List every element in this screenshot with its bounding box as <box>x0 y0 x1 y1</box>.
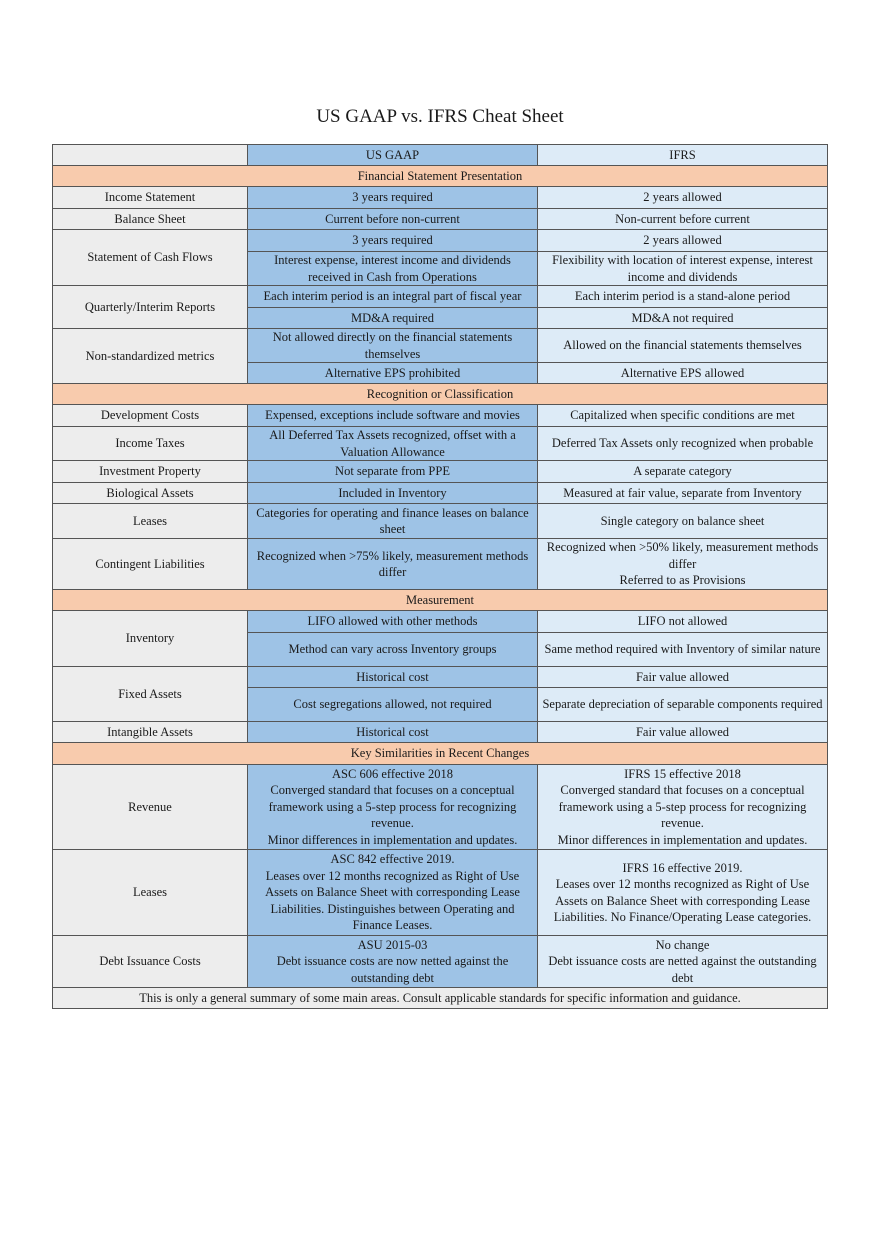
row-label-contingent-liabilities: Contingent Liabilities <box>53 539 248 590</box>
row-label-income-taxes: Income Taxes <box>53 427 248 461</box>
comparison-table <box>52 144 828 1009</box>
gaap-cell: Interest expense, interest income and dividends received in Cash from Operations <box>248 252 538 286</box>
ifrs-cell: Flexibility with location of interest expense, interest income and dividends <box>538 252 828 286</box>
ifrs-cell: Same method required with Inventory of similar nature <box>538 633 828 667</box>
row-label-fixed-assets: Fixed Assets <box>53 667 248 722</box>
row-label-leases: Leases <box>53 504 248 539</box>
gaap-cell: Historical cost <box>248 722 538 743</box>
row-label-debt-issuance-costs: Debt Issuance Costs <box>53 936 248 988</box>
ifrs-cell: Separate depreciation of separable components required <box>538 688 828 722</box>
gaap-cell: Each interim period is an integral part of fiscal year <box>248 286 538 308</box>
footer-disclaimer: This is only a general summary of some main areas. Consult applicable standards for specific information and guidance. <box>53 988 828 1009</box>
ifrs-cell: Measured at fair value, separate from Inventory <box>538 483 828 504</box>
table-row <box>53 461 828 483</box>
row-label-development-costs: Development Costs <box>53 405 248 427</box>
table-row <box>53 483 828 504</box>
gaap-cell: Included in Inventory <box>248 483 538 504</box>
table-row <box>53 539 828 590</box>
row-label-non-standardized-metrics: Non-standardized metrics <box>53 329 248 384</box>
gaap-cell: Not allowed directly on the financial statements themselves <box>248 329 538 363</box>
gaap-cell: 3 years required <box>248 187 538 209</box>
ifrs-cell <box>538 936 828 988</box>
table-row <box>53 230 828 252</box>
table-row <box>53 329 828 363</box>
row-label-revenue: Revenue <box>53 765 248 850</box>
table-row <box>53 936 828 988</box>
section-measurement: Measurement <box>53 590 828 611</box>
gaap-cell-line: Leases over 12 months recognized as Right of Use Assets on Balance Sheet with corresponding Lease Liabilities. Distinguishes between Operating and Finance Leases. <box>265 868 520 933</box>
table-row <box>53 405 828 427</box>
gaap-cell: Categories for operating and finance leases on balance sheet <box>248 504 538 539</box>
table-row <box>53 850 828 936</box>
ifrs-cell <box>538 539 828 590</box>
header-ifrs: IFRS <box>538 145 828 166</box>
table-row <box>53 286 828 308</box>
ifrs-cell: A separate category <box>538 461 828 483</box>
ifrs-cell-line: Referred to as Provisions <box>619 573 746 588</box>
table-row <box>53 667 828 688</box>
gaap-cell <box>248 850 538 936</box>
section-row <box>53 590 828 611</box>
table-row <box>53 209 828 230</box>
table-row <box>53 765 828 850</box>
ifrs-cell: Each interim period is a stand-alone period <box>538 286 828 308</box>
gaap-cell <box>248 765 538 850</box>
gaap-cell: Recognized when >75% likely, measurement methods differ <box>248 539 538 590</box>
ifrs-cell-line: IFRS 15 effective 2018 <box>624 766 741 781</box>
ifrs-cell: Allowed on the financial statements themselves <box>538 329 828 363</box>
table-row <box>53 427 828 461</box>
section-row <box>53 743 828 765</box>
row-label-investment-property: Investment Property <box>53 461 248 483</box>
ifrs-cell: Non-current before current <box>538 209 828 230</box>
gaap-cell: 3 years required <box>248 230 538 252</box>
ifrs-cell <box>538 765 828 850</box>
section-row <box>53 166 828 187</box>
ifrs-cell: Fair value allowed <box>538 667 828 688</box>
ifrs-cell-line: Converged standard that focuses on a conceptual framework using a 5-step process for recognizing revenue. <box>558 783 807 831</box>
gaap-cell-line: ASU 2015-03 <box>357 937 428 952</box>
section-financial-statement-presentation: Financial Statement Presentation <box>53 166 828 187</box>
row-label-biological-assets: Biological Assets <box>53 483 248 504</box>
row-label-balance-sheet: Balance Sheet <box>53 209 248 230</box>
table-row <box>53 187 828 209</box>
row-label-statement-of-cash-flows: Statement of Cash Flows <box>53 230 248 286</box>
header-row <box>53 145 828 166</box>
ifrs-cell: 2 years allowed <box>538 187 828 209</box>
ifrs-cell: Single category on balance sheet <box>538 504 828 539</box>
section-key-similarities: Key Similarities in Recent Changes <box>53 743 828 765</box>
gaap-cell-line: Minor differences in implementation and updates. <box>267 832 518 847</box>
table-row <box>53 504 828 539</box>
gaap-cell: Cost segregations allowed, not required <box>248 688 538 722</box>
section-recognition-or-classification: Recognition or Classification <box>53 384 828 405</box>
row-label-intangible-assets: Intangible Assets <box>53 722 248 743</box>
ifrs-cell-line: Minor differences in implementation and updates. <box>557 832 808 847</box>
ifrs-cell <box>538 850 828 936</box>
row-label-income-statement: Income Statement <box>53 187 248 209</box>
gaap-cell: Expensed, exceptions include software and movies <box>248 405 538 427</box>
gaap-cell-line: Converged standard that focuses on a conceptual framework using a 5-step process for recognizing revenue. <box>268 783 517 831</box>
row-label-quarterly-interim-reports: Quarterly/Interim Reports <box>53 286 248 329</box>
gaap-cell: Not separate from PPE <box>248 461 538 483</box>
gaap-cell: Current before non-current <box>248 209 538 230</box>
ifrs-cell: LIFO not allowed <box>538 611 828 633</box>
ifrs-cell: Fair value allowed <box>538 722 828 743</box>
ifrs-cell-line: Debt issuance costs are netted against the outstanding debt <box>548 954 817 985</box>
gaap-cell: Method can vary across Inventory groups <box>248 633 538 667</box>
ifrs-cell-line: No change <box>655 937 710 952</box>
row-label-inventory: Inventory <box>53 611 248 667</box>
gaap-cell: Historical cost <box>248 667 538 688</box>
header-blank-cell <box>53 145 248 166</box>
ifrs-cell: Deferred Tax Assets only recognized when probable <box>538 427 828 461</box>
ifrs-cell: MD&A not required <box>538 308 828 329</box>
section-row <box>53 384 828 405</box>
gaap-cell: Alternative EPS prohibited <box>248 363 538 384</box>
ifrs-cell: 2 years allowed <box>538 230 828 252</box>
gaap-cell-line: ASC 842 effective 2019. <box>330 852 455 867</box>
ifrs-cell: Alternative EPS allowed <box>538 363 828 384</box>
gaap-cell-line: Debt issuance costs are now netted against the outstanding debt <box>276 954 509 985</box>
ifrs-cell-line: IFRS 16 effective 2019. <box>622 860 743 875</box>
table-row <box>53 722 828 743</box>
gaap-cell <box>248 936 538 988</box>
gaap-cell: LIFO allowed with other methods <box>248 611 538 633</box>
ifrs-cell-line: Recognized when >50% likely, measurement methods differ <box>546 540 819 571</box>
footer-row <box>53 988 828 1009</box>
table-row <box>53 611 828 633</box>
row-label-leases-recent: Leases <box>53 850 248 936</box>
ifrs-cell: Capitalized when specific conditions are met <box>538 405 828 427</box>
gaap-cell-line: ASC 606 effective 2018 <box>332 766 453 781</box>
page-title: US GAAP vs. IFRS Cheat Sheet <box>316 106 564 127</box>
gaap-cell: All Deferred Tax Assets recognized, offset with a Valuation Allowance <box>248 427 538 461</box>
ifrs-cell-line: Leases over 12 months recognized as Right of Use Assets on Balance Sheet with corresponding Lease Liabilities. No Finance/Operating Lease categories. <box>553 877 812 924</box>
header-us-gaap: US GAAP <box>248 145 538 166</box>
gaap-cell: MD&A required <box>248 308 538 329</box>
